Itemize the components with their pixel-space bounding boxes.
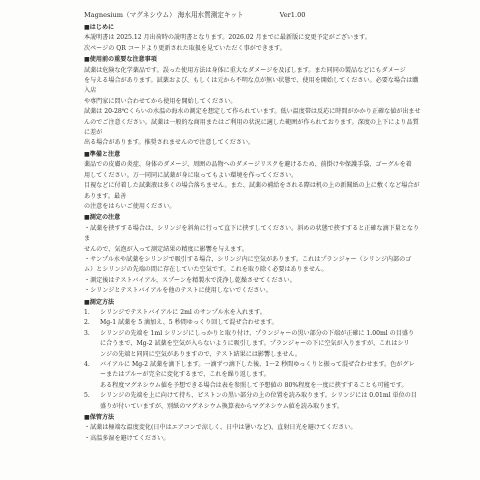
caution-line: や専門家に問い合わせてから使用を開始してください。 — [84, 97, 237, 105]
list-item: ・高温多湿を避けてください。 — [84, 434, 170, 442]
list-item: せんので、気泡が入って測定結果の精度に影響を与えます。 — [84, 245, 248, 253]
measure-caution-heading: ■測定の注意 — [84, 214, 121, 222]
intro-heading: ■はじめに — [84, 24, 115, 31]
storage-list — [84, 423, 422, 444]
step-line: シリンジでテストバイアルに 2ml のサンプル水を入れます。 — [100, 308, 266, 316]
step-number: 3. — [84, 329, 90, 337]
storage-heading: ■保管方法 — [84, 414, 115, 422]
step-line: ある程度マグネシウム値を予想できる場合は表を参照して予想値の 80%程度を一度に挟すすることも可能です。 — [100, 381, 408, 389]
step-item — [84, 318, 422, 328]
list-item: ・試薬を挟すする場合は、シリンジを斜角に行って直下に挟すしてください。斜めの状態で挟すすると正確な滴下量となりま — [84, 224, 420, 243]
caution-line: 出る場合があります。推奨されませんので注意してください。 — [84, 139, 255, 147]
document-header — [84, 10, 422, 20]
caution-line: 試薬は危険な化学薬品です。誤った使用方法は身体に重大なダメージを及ぼします。また同同の製品などにもダメージ — [84, 66, 406, 74]
step-number: 1. — [84, 308, 90, 316]
step-line: シリンジの先端を上に向けて持ち、ピストンの黒い部分の上の位置を読み取ります。シリンジには 0.01ml 単位の目 — [100, 392, 417, 400]
step-number: 2. — [84, 319, 90, 327]
list-item: ・試薬は極端な温度変化(日中はエアコンで涼しく、日中は暑いなど)、直射日光を避けてください。 — [84, 424, 357, 432]
step-line: シリンジの先端を 1ml シリンジにしっかりと取り付け、プランジャーの黒い部分の下端が正確に 1.00ml の目盛り — [100, 329, 415, 337]
method-heading: ■測定方法 — [84, 298, 115, 306]
step-number: 4. — [84, 361, 90, 368]
step-text — [100, 391, 422, 412]
list-item: ・サンプル水や試薬をシリンジで吸引する場合、シリンジ内に空気があります。これはプランジャー（シリンジ内部のゴ — [84, 255, 412, 263]
step-line: 盛りが付いていますが、別紙のマグネシウム換算表からマグネシウム値を読み取ります。 — [100, 402, 344, 410]
caution-line: んのでご注意ください。試薬は一般的な商用またはご利用の状況に適した範囲が作られております。深度の上下により品質に差が — [84, 118, 419, 137]
step-number: 5. — [84, 392, 90, 400]
step-line: に合うまで、Mg-2 試薬を空気が入らないように吸引します。プランジャーの下に空気が入りますが、これはシリ — [100, 340, 410, 348]
document-version: Ver1.00 — [279, 11, 306, 19]
step-line: バイアルに Mg-2 試薬を滴下します。一滴ずつ滴下した後、1〜2 秒間ゆっくりと振って混ぜ合わせます。色がグレ — [100, 361, 415, 368]
prep-heading: ■準備と注意 — [84, 150, 121, 158]
intro-line: 本説明書は 2025.12 月出荷時の説明書となります。2026.02 月までに最新版に変更予定がございます。 — [84, 34, 371, 42]
caution-line: を与える場合があります。試薬および、もしくは元から不明な点が無い状態で、使用を開始してください。必要な場合は購入店 — [84, 77, 419, 95]
document-title: Magnesium（マグネシウム） 海水用水質測定キット — [84, 11, 244, 19]
prep-line: 目視などに付着した試薬液は多くの場合落ちません。また、試薬の補給をされる際は机の上の新聞紙の上に敷くなど場合があります。最善 — [84, 182, 420, 200]
step-text — [100, 329, 422, 360]
step-text — [100, 318, 422, 328]
step-item — [84, 329, 422, 360]
step-item — [84, 360, 422, 391]
measure-caution-list — [84, 224, 422, 297]
list-item: ム）とシリンジの先端の間に存在していた空気です。これを取り除く必要はありません。 — [84, 266, 328, 274]
step-line: ーまたはブルーが完全に変化するまで、これを繰り返します。 — [100, 371, 270, 379]
step-item — [84, 391, 422, 412]
step-line: Mg-1 試薬を 5 滴加え、5 秒間ゆっくり回して混ぜ合わせます。 — [100, 319, 278, 327]
step-line: ンジの先端と同同に空気がありますので、テスト結果には影響しません。 — [100, 350, 301, 358]
caution-heading: ■使用前の重要な注意事項 — [84, 56, 157, 64]
prep-line: 用してください。万一同同に試薬が身に取ってもよい環境を作ってください。 — [84, 171, 298, 179]
list-item: ・測定後はテストバイアル、スプーンを精製水で洗浄し乾燥させてください。 — [84, 276, 296, 284]
prep-line: の注意をはらいご使用ください。 — [84, 202, 176, 210]
prep-line: 薬品での皮膚の炎症、身体のダメージ、周囲の品物へのダメージリスクを避けるため、前掛けや保護手袋、ゴーグルを着 — [84, 161, 412, 169]
step-text — [100, 360, 422, 391]
list-item: ・シリンジとテストバイアルを他のテストに使用しないでください。 — [84, 287, 272, 295]
step-text — [100, 308, 422, 318]
step-item — [84, 308, 422, 318]
method-steps — [84, 308, 422, 412]
intro-line: 次ページの QR コードより更新された取扱を見ていただく事ができます。 — [84, 44, 286, 52]
caution-line: 試薬は 20-28℃くらいの水温の海水の測定を想定して作られています。低い温度帯は反応に時間がかかり正確な値が出ませ — [84, 108, 421, 116]
